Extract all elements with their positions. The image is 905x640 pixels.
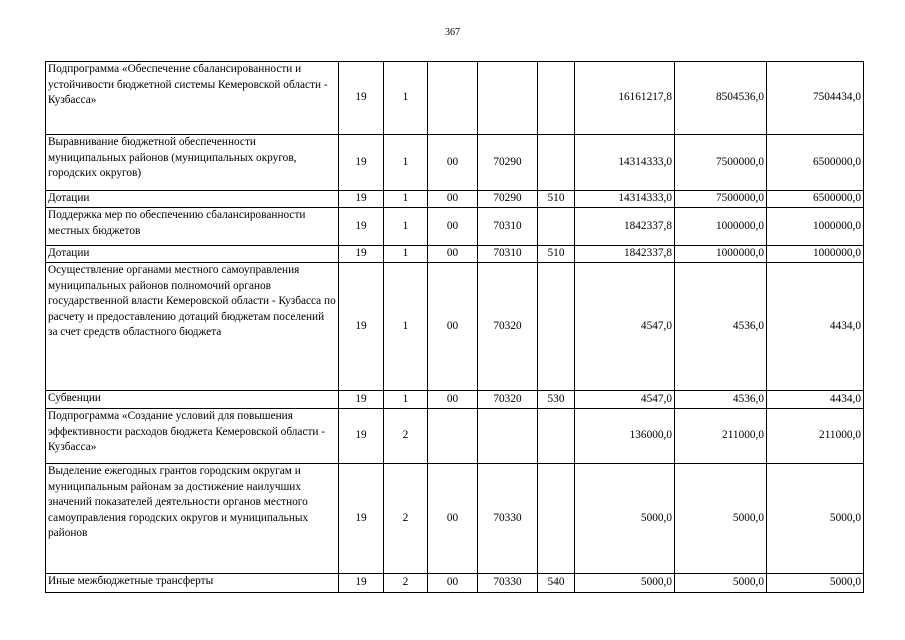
amount-year-2: 4536,0 [675, 263, 767, 391]
amount-year-3: 5000,0 [767, 574, 864, 593]
amount-year-1: 14314333,0 [575, 135, 675, 191]
program-code: 19 [339, 391, 384, 409]
amount-year-3: 4434,0 [767, 391, 864, 409]
expense-type-code: 530 [538, 391, 575, 409]
row-name: Подпрограмма «Создание условий для повышения эффективности расходов бюджета Кемеровской области - Кузбасса» [46, 409, 339, 464]
table-row [46, 135, 864, 191]
amount-year-2: 5000,0 [675, 574, 767, 593]
amount-year-3: 1000000,0 [767, 208, 864, 246]
table-row [46, 391, 864, 409]
subprogram-code: 1 [384, 208, 428, 246]
amount-year-3: 6500000,0 [767, 135, 864, 191]
table-row [46, 464, 864, 574]
amount-year-1: 16161217,8 [575, 62, 675, 135]
main-event-code [428, 62, 478, 135]
amount-year-1: 5000,0 [575, 464, 675, 574]
table-row [46, 574, 864, 593]
amount-year-2: 1000000,0 [675, 246, 767, 263]
row-name: Выделение ежегодных грантов городским округам и муниципальным районам за достижение наилучших значений показателей деятельности органов местного самоуправления городских округов и муниципальных районов [46, 464, 339, 574]
expense-type-code [538, 409, 575, 464]
amount-year-3: 5000,0 [767, 464, 864, 574]
amount-year-2: 8504536,0 [675, 62, 767, 135]
amount-year-2: 5000,0 [675, 464, 767, 574]
subprogram-code: 1 [384, 135, 428, 191]
expense-type-code: 510 [538, 191, 575, 208]
main-event-code: 00 [428, 464, 478, 574]
table-row [46, 208, 864, 246]
amount-year-1: 5000,0 [575, 574, 675, 593]
amount-year-3: 1000000,0 [767, 246, 864, 263]
amount-year-2: 211000,0 [675, 409, 767, 464]
amount-year-3: 211000,0 [767, 409, 864, 464]
program-code: 19 [339, 208, 384, 246]
direction-code: 70330 [478, 464, 538, 574]
main-event-code: 00 [428, 135, 478, 191]
main-event-code [428, 409, 478, 464]
direction-code: 70320 [478, 391, 538, 409]
main-event-code: 00 [428, 391, 478, 409]
main-event-code: 00 [428, 208, 478, 246]
expense-type-code: 540 [538, 574, 575, 593]
amount-year-1: 4547,0 [575, 391, 675, 409]
row-name: Иные межбюджетные трансферты [46, 574, 339, 593]
expense-type-code [538, 62, 575, 135]
amount-year-2: 7500000,0 [675, 135, 767, 191]
amount-year-1: 1842337,8 [575, 246, 675, 263]
program-code: 19 [339, 135, 384, 191]
page-number: 367 [445, 27, 460, 38]
main-event-code: 00 [428, 263, 478, 391]
program-code: 19 [339, 246, 384, 263]
amount-year-3: 4434,0 [767, 263, 864, 391]
amount-year-1: 14314333,0 [575, 191, 675, 208]
subprogram-code: 2 [384, 409, 428, 464]
subprogram-code: 1 [384, 263, 428, 391]
program-code: 19 [339, 409, 384, 464]
row-name: Осуществление органами местного самоуправления муниципальных районов полномочий органов государственной власти Кемеровской области - Кузбасса по расчету и предоставлению дотаций бюджетам поселений за счет средств областного бюджета [46, 263, 339, 391]
subprogram-code: 1 [384, 246, 428, 263]
direction-code [478, 409, 538, 464]
direction-code: 70310 [478, 246, 538, 263]
row-name: Подпрограмма «Обеспечение сбалансированности и устойчивости бюджетной системы Кемеровской области - Кузбасса» [46, 62, 339, 135]
expense-type-code [538, 135, 575, 191]
table-row [46, 246, 864, 263]
subprogram-code: 1 [384, 191, 428, 208]
program-code: 19 [339, 263, 384, 391]
direction-code: 70320 [478, 263, 538, 391]
amount-year-3: 7504434,0 [767, 62, 864, 135]
row-name: Поддержка мер по обеспечению сбалансированности местных бюджетов [46, 208, 339, 246]
table-row [46, 191, 864, 208]
expense-type-code: 510 [538, 246, 575, 263]
program-code: 19 [339, 464, 384, 574]
expense-type-code [538, 464, 575, 574]
subprogram-code: 1 [384, 62, 428, 135]
amount-year-1: 136000,0 [575, 409, 675, 464]
row-name: Дотации [46, 246, 339, 263]
table-row [46, 62, 864, 135]
amount-year-2: 4536,0 [675, 391, 767, 409]
row-name: Дотации [46, 191, 339, 208]
row-name: Выравнивание бюджетной обеспеченности муниципальных районов (муниципальных округов, городских округов) [46, 135, 339, 191]
table-row [46, 263, 864, 391]
amount-year-1: 1842337,8 [575, 208, 675, 246]
subprogram-code: 2 [384, 574, 428, 593]
expense-type-code [538, 263, 575, 391]
direction-code [478, 62, 538, 135]
amount-year-2: 7500000,0 [675, 191, 767, 208]
amount-year-3: 6500000,0 [767, 191, 864, 208]
direction-code: 70310 [478, 208, 538, 246]
direction-code: 70290 [478, 191, 538, 208]
row-name: Субвенции [46, 391, 339, 409]
direction-code: 70330 [478, 574, 538, 593]
program-code: 19 [339, 62, 384, 135]
amount-year-1: 4547,0 [575, 263, 675, 391]
subprogram-code: 1 [384, 391, 428, 409]
program-code: 19 [339, 191, 384, 208]
table-row [46, 409, 864, 464]
direction-code: 70290 [478, 135, 538, 191]
main-event-code: 00 [428, 574, 478, 593]
budget-table [45, 61, 864, 593]
amount-year-2: 1000000,0 [675, 208, 767, 246]
main-event-code: 00 [428, 191, 478, 208]
expense-type-code [538, 208, 575, 246]
program-code: 19 [339, 574, 384, 593]
main-event-code: 00 [428, 246, 478, 263]
subprogram-code: 2 [384, 464, 428, 574]
